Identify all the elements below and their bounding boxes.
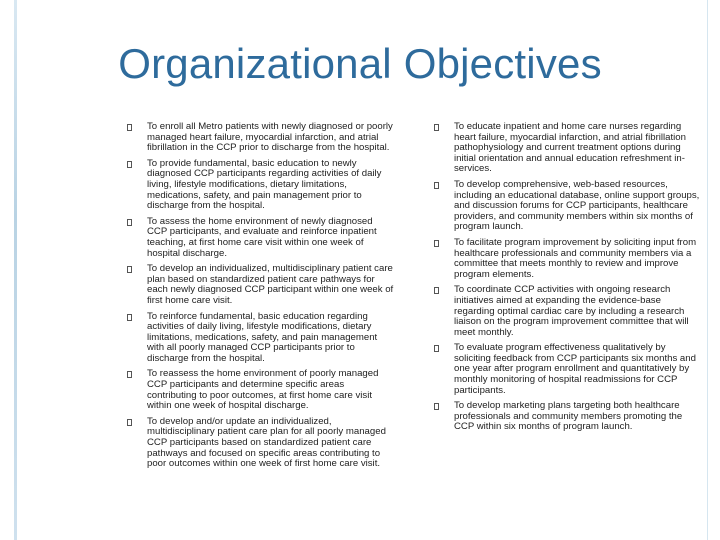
bullet-icon [127, 419, 132, 426]
bullet-icon [434, 182, 439, 189]
list-item: To develop an individualized, multidisciplinary patient care plan based on standardized patient care pathways for each newly diagnosed CCP participant within one week of first home care visit. [127, 264, 395, 306]
bullet-icon [434, 124, 439, 131]
bullet-icon [127, 266, 132, 273]
bullet-icon [434, 240, 439, 247]
list-item: To develop marketing plans targeting both healthcare professionals and community members promoting the CCP within six months of program launch. [434, 401, 702, 433]
list-item: To evaluate program effectiveness qualitatively by soliciting feedback from CCP participants six months and one year after program enrollment and quantitatively by monthly monitoring of hospital readmissions for CCP participants. [434, 343, 702, 396]
bullet-icon [127, 314, 132, 321]
list-item: To reassess the home environment of poorly managed CCP participants and determine specific areas contributing to poor outcomes, at first home care visit within one week of hospital discharge. [127, 369, 395, 411]
list-item: To reinforce fundamental, basic education regarding activities of daily living, lifestyle modifications, dietary limitations, medications, safety, and pain management with all poorly managed CCP participants prior to discharge from the hospital. [127, 312, 395, 365]
list-item: To develop and/or update an individualized, multidisciplinary patient care plan for all poorly managed CCP participants based on standardized patient care pathways and focused on specific areas contributing to poor outcomes within one week of first home care visit. [127, 417, 395, 470]
left-objectives-list [127, 122, 395, 475]
list-item: To facilitate program improvement by soliciting input from healthcare professionals and community members via a committee that meets monthly to review and improve program elements. [434, 238, 702, 280]
list-item: To educate inpatient and home care nurses regarding heart failure, myocardial infarction, and atrial fibrillation pathophysiology and current treatment options during initial orientation and annual education refreshment in-services. [434, 122, 702, 175]
list-item: To provide fundamental, basic education to newly diagnosed CCP participants regarding activities of daily living, lifestyle modifications, dietary limitations, medications, safety, and pain management prior to discharge from the hospital. [127, 159, 395, 212]
bullet-icon [127, 124, 132, 131]
bullet-icon [127, 219, 132, 226]
list-item: To enroll all Metro patients with newly diagnosed or poorly managed heart failure, myocardial infarction, and atrial fibrillation in the CCP prior to discharge from the hospital. [127, 122, 395, 154]
bullet-icon [434, 287, 439, 294]
list-item: To assess the home environment of newly diagnosed CCP participants, and evaluate and reinforce inpatient teaching, at first home care visit within one week of hospital discharge. [127, 217, 395, 259]
list-item: To develop comprehensive, web-based resources, including an educational database, online support groups, and discussion forums for CCP participants, healthcare providers, and community members within six months of program launch. [434, 180, 702, 233]
bullet-icon [127, 371, 132, 378]
bullet-icon [434, 345, 439, 352]
bullet-icon [434, 403, 439, 410]
list-item: To coordinate CCP activities with ongoing research initiatives aimed at expanding the evidence-base regarding optimal cardiac care by including a research liaison on the program improvement committee that will meet monthly. [434, 285, 702, 338]
right-objectives-list [434, 122, 702, 438]
slide-title: Organizational Objectives [118, 40, 602, 87]
bullet-icon [127, 161, 132, 168]
